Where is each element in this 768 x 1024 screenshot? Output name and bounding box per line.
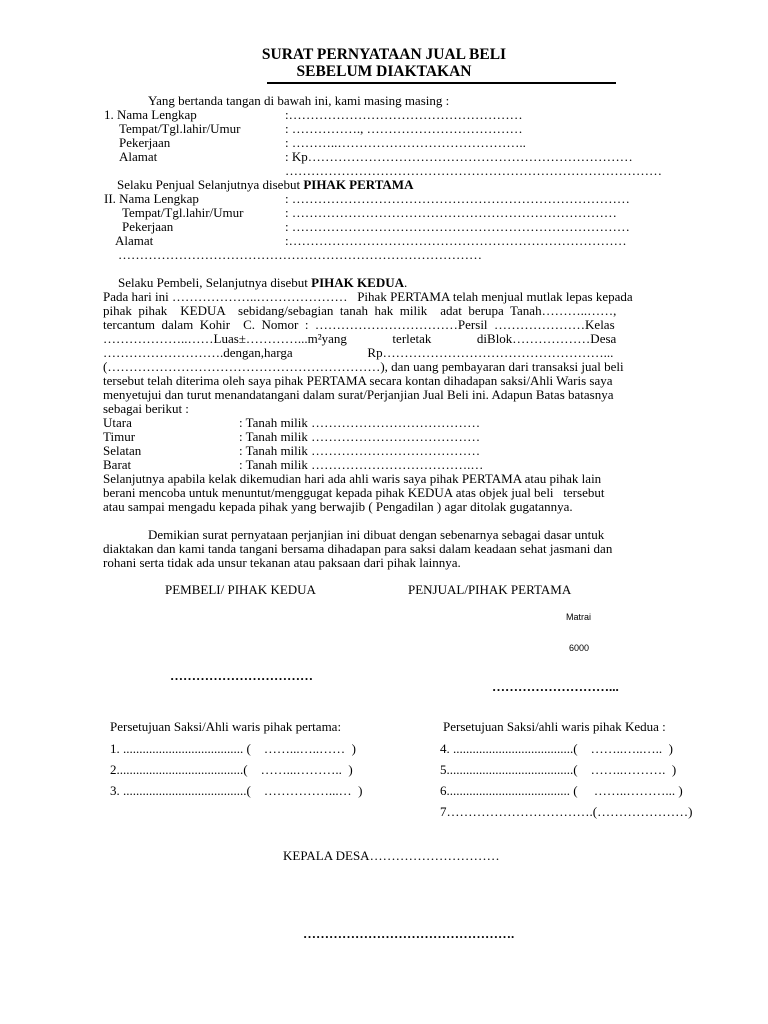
party2-address-label: Alamat [115, 233, 154, 248]
party2-name-field: : …………………………………………………………………… [285, 191, 630, 206]
body-line-1: Pada hari ini ………………..………………… Pihak PERTAMA telah menjual mutlak lepas kepada [103, 289, 633, 304]
document-title-line2: SEBELUM DIAKTAKAN [296, 63, 472, 80]
body-line-3: tercantum dalam Kohir C. Nomor : ……………………………Persil …………………Kelas [103, 317, 615, 332]
closing-line-3: rohani serta tidak ada unsur tekanan atau paksaan dari pihak lainnya. [103, 555, 461, 570]
witness-left-3: 3. ......................................( ……………...… ) [110, 783, 363, 798]
border-value-north: : Tanah milik ………………………………… [239, 415, 481, 430]
party1-name-label: 1. Nama Lengkap [104, 107, 197, 122]
party2-name-label: II. Nama Lengkap [104, 191, 199, 206]
seller-signature-label: PENJUAL/PIHAK PERTAMA [408, 582, 572, 597]
party1-birth-label: Tempat/Tgl.lahir/Umur [119, 121, 241, 136]
party1-role-prefix: Selaku Penjual Selanjutnya disebut [117, 177, 304, 192]
border-label-west: Barat [103, 457, 132, 472]
clause-line-1: Selanjutnya apabila kelak dikemudian hari ada ahli waris saya pihak PERTAMA atau pihak lain [103, 471, 602, 486]
party1-address-field: : Kp………………………………………………………………… [285, 149, 633, 164]
document-title-line1: SURAT PERNYATAAN JUAL BELI [261, 46, 507, 63]
stamp-label: Matrai [566, 612, 592, 622]
body-line-6: (………………………………………………………), dan uang pembayaran dari transaksi jual beli [103, 359, 624, 374]
closing-line-1: Demikian surat pernyataan perjanjian ini dibuat dengan sebenarnya sebagai dasar untuk [148, 527, 605, 542]
party1-job-label: Pekerjaan [119, 135, 171, 150]
border-value-south: : Tanah milik ………………………………… [239, 443, 481, 458]
party2-role-prefix: Selaku Pembeli, Selanjutnya disebut [118, 275, 312, 290]
body-line-4: ………………..……Luas±…………...m²yang terletak diBlok………………Desa [103, 331, 617, 346]
party1-role-name: PIHAK PERTAMA [303, 177, 414, 192]
party1-role-line [117, 178, 413, 192]
party1-birth-field: : ……………., ……………………………… [285, 121, 523, 136]
border-value-east: : Tanah milik ………………………………… [239, 429, 481, 444]
party2-birth-label: Tempat/Tgl.lahir/Umur [122, 205, 244, 220]
stamp-value: 6000 [569, 643, 590, 653]
witness-right-5: 5.......................................( ……..………. ) [440, 762, 677, 777]
body-line-2: pihak pihak KEDUA sebidang/sebagian tanah hak milik adat berupa Tanah………..……, [103, 303, 617, 318]
party2-birth-field: : ………………………………………………………………… [285, 205, 617, 220]
seller-signature-line: ………………………... [492, 679, 619, 694]
buyer-signature-line: …………………………… [170, 668, 313, 683]
witness-right-title: Persetujuan Saksi/ahli waris pihak Kedua : [443, 719, 666, 734]
body-line-9: sebagai berikut : [103, 401, 189, 416]
border-label-east: Timur [103, 429, 136, 444]
party1-job-field: : ………..…………………………………….. [285, 135, 526, 150]
party1-address-label: Alamat [119, 149, 158, 164]
party2-role-line [118, 276, 407, 290]
buyer-signature-label: PEMBELI/ PIHAK KEDUA [165, 582, 316, 597]
village-head-label: KEPALA DESA………………………… [283, 848, 500, 863]
witness-left-1: 1. ..................................... ( ……...…..…… ) [110, 741, 356, 756]
closing-line-2: diaktakan dan kami tanda tangani bersama dihadapan para saksi dalam keadaan sehat jasmani dan [103, 541, 613, 556]
party2-address-continued: ………………………………………………………………………… [118, 247, 482, 262]
village-head-signature-line: …………………………………………. [303, 926, 515, 941]
party2-address-field: :…………………………………………………………………… [285, 233, 627, 248]
party2-job-field: : …………………………………………………………………… [285, 219, 630, 234]
witness-left-2: 2.......................................( ……...……….. ) [110, 762, 353, 777]
intro-text: Yang bertanda tangan di bawah ini, kami masing masing : [148, 93, 450, 108]
title-underline [267, 82, 616, 84]
party2-role-name: PIHAK KEDUA [311, 275, 404, 290]
witness-right-4: 4. .....................................( ……..…..….. ) [440, 741, 673, 756]
party1-address-continued: …………………………………………………………………………… [285, 163, 662, 178]
party1-name-field: :……………………………………………… [285, 107, 523, 122]
border-value-west: : Tanah milik ……………………………….… [239, 457, 484, 472]
body-line-7: tersebut telah diterima oleh saya pihak PERTAMA secara kontan dihadapan saksi/Ahli Waris saya [103, 373, 613, 388]
border-label-north: Utara [103, 415, 132, 430]
body-line-8: menyetujui dan turut menandatangani dalam surat/Perjanjian Jual Beli ini. Adapun Batas batasnya [103, 387, 614, 402]
witness-left-title: Persetujuan Saksi/Ahli waris pihak pertama: [110, 719, 342, 734]
border-label-south: Selatan [103, 443, 142, 458]
party2-job-label: Pekerjaan [122, 219, 174, 234]
clause-line-2: berani mencoba untuk menuntut/menggugat kepada pihak KEDUA atas objek jual beli tersebut [103, 485, 605, 500]
party2-role-suffix: . [403, 275, 408, 290]
witness-right-7: 7…………………………….(…………………) [440, 804, 693, 819]
body-line-5: ……………………….dengan,harga Rp……………………………………………... [103, 345, 614, 360]
clause-line-3: atau sampai mengadu kepada pihak yang berwajib ( Pengadilan ) agar ditolak gugatannya. [103, 499, 573, 514]
witness-right-6: 6...................................... ( ……..………... ) [440, 783, 683, 798]
